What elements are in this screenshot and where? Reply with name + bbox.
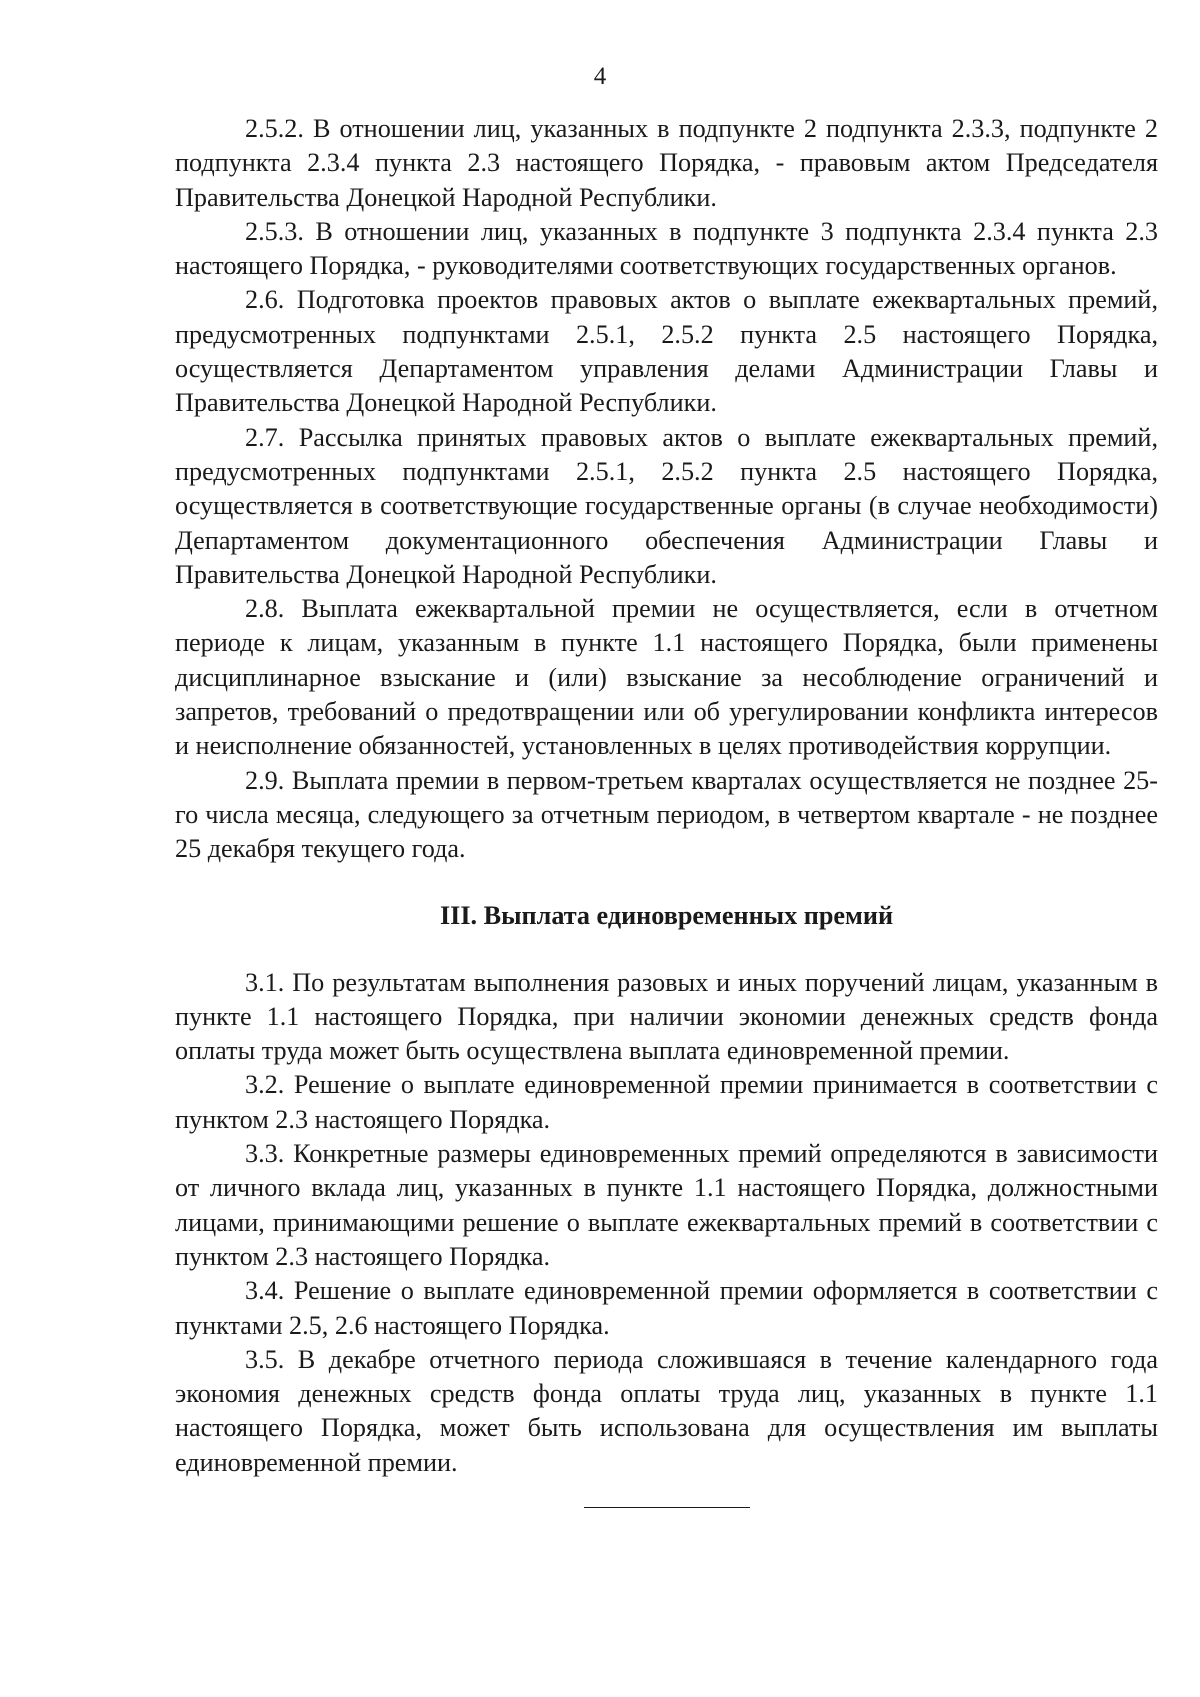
paragraph-2-8: 2.8. Выплата ежеквартальной премии не осуществляется, если в отчетном периоде к лицам, указанным в пункте 1.1 настоящего Порядка, были применены дисциплинарное взыскание и (или) взыскание за несоблюдение ограничений и запретов, требований о предотвращении или об урегулировании конфликта интересов и неисполнение обязанностей, установленных в целях противодействия коррупции. (175, 594, 1158, 761)
section-3-heading: III. Выплата единовременных премий (439, 900, 894, 930)
document-body (175, 112, 1158, 1508)
end-of-document-rule (584, 1507, 750, 1508)
paragraph-2-7: 2.7. Рассылка принятых правовых актов о выплате ежеквартальных премий, предусмотренных подпунктами 2.5.1, 2.5.2 пункта 2.5 настоящего Порядка, осуществляется в соответствующие государственные органы (в случае необходимости) Департаментом документационного обеспечения Администрации Главы и Правительства Донецкой Народной Республики. (175, 422, 1158, 589)
page-number: 4 (593, 63, 607, 90)
paragraph-2-9: 2.9. Выплата премии в первом-третьем кварталах осуществляется не позднее 25-го числа месяца, следующего за отчетным периодом, в четвертом квартале - не позднее 25 декабря текущего года. (175, 765, 1158, 864)
paragraph-3-4: 3.4. Решение о выплате единовременной премии оформляется в соответствии с пунктами 2.5, 2.6 настоящего Порядка. (175, 1276, 1158, 1340)
paragraph-3-3: 3.3. Конкретные размеры единовременных премий определяются в зависимости от личного вклада лиц, указанных в пункте 1.1 настоящего Порядка, должностными лицами, принимающими решение о выплате ежеквартальных премий в соответствии с пунктом 2.3 настоящего Порядка. (175, 1139, 1158, 1271)
paragraph-3-1: 3.1. По результатам выполнения разовых и иных поручений лицам, указанным в пункте 1.1 настоящего Порядка, при наличии экономии денежных средств фонда оплаты труда может быть осуществлена выплата единовременной премии. (175, 967, 1158, 1066)
paragraph-2-6: 2.6. Подготовка проектов правовых актов о выплате ежеквартальных премий, предусмотренных подпунктами 2.5.1, 2.5.2 пункта 2.5 настоящего Порядка, осуществляется Департаментом управления делами Администрации Главы и Правительства Донецкой Народной Республики. (175, 285, 1158, 418)
paragraph-3-5: 3.5. В декабре отчетного периода сложившаяся в течение календарного года экономия денежных средств фонда оплаты труда лиц, указанных в пункте 1.1 настоящего Порядка, может быть использована для осуществления им выплаты единовременной премии. (175, 1344, 1158, 1477)
paragraph-3-2: 3.2. Решение о выплате единовременной премии принимается в соответствии с пунктом 2.3 настоящего Порядка. (175, 1070, 1158, 1134)
paragraph-2-5-3: 2.5.3. В отношении лиц, указанных в подпункте 3 подпункта 2.3.4 пункта 2.3 настоящего Порядка, - руководителями соответствующих государственных органов. (175, 216, 1158, 281)
paragraph-2-5-2: 2.5.2. В отношении лиц, указанных в подпункте 2 подпункта 2.3.3, подпункте 2 подпункта 2.3.4 пункта 2.3 настоящего Порядка, - правовым актом Председателя Правительства Донецкой Народной Республики. (175, 114, 1158, 212)
